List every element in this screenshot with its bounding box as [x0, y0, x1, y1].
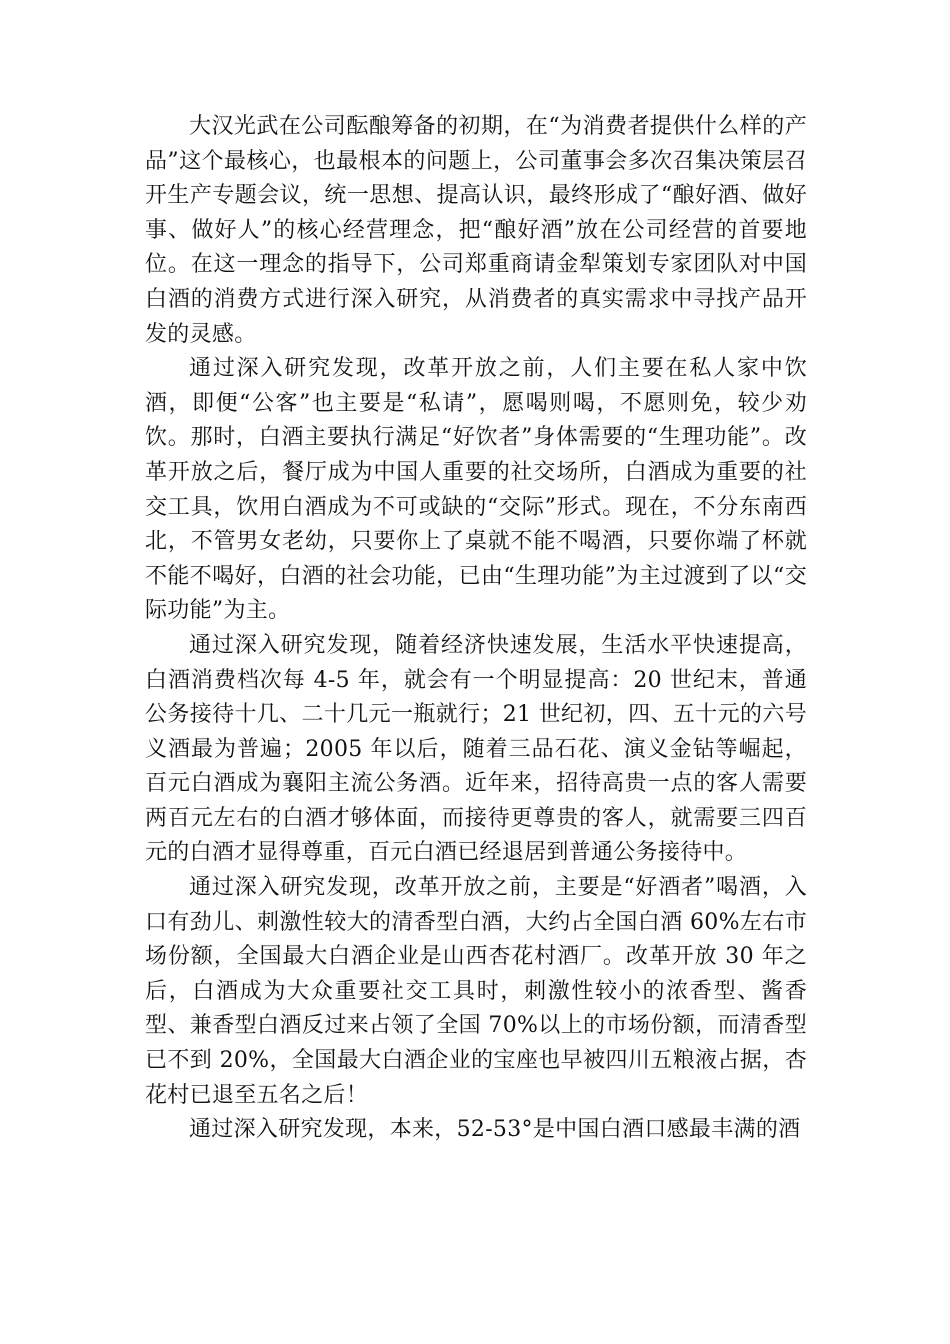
paragraph-3: 通过深入研究发现，随着经济快速发展，生活水平快速提高，白酒消费档次每 4-5 年，就会有一个明显提高：20 世纪末，普通公务接待十几、二十几元一瓶就行；21 世纪初，四、五十元的六号义酒最为普遍；2005 年以后，随着三品石花、演义金钻等崛起，百元白酒成为襄阳主流公务酒。近年来，招待高贵一点的客人需要两百元左右的白酒才够体面，而接待更尊贵的客人，就需要三四百元的白酒才显得尊重，百元白酒已经退居到普通公务接待中。 [145, 632, 807, 866]
paragraph-5: 通过深入研究发现，本来，52-53°是中国白酒口感最丰满的酒 [189, 1117, 801, 1143]
paragraph-1: 大汉光武在公司酝酿筹备的初期，在“为消费者提供什么样的产品”这个最核心，也最根本的问题上，公司董事会多次召集决策层召开生产专题会议，统一思想、提高认识，最终形成了“酿好酒、做好事、做好人”的核心经营理念，把“酿好酒”放在公司经营的首要地位。在这一理念的指导下，公司郑重商请金犁策划专家团队对中国白酒的消费方式进行深入研究，从消费者的真实需求中寻找产品开发的灵感。 [145, 114, 807, 347]
paragraph-4: 通过深入研究发现，改革开放之前，主要是“好酒者”喝酒，入口有劲儿、刺激性较大的清香型白酒，大约占全国白酒 60%左右市场份额，全国最大白酒企业是山西杏花村酒厂。改革开放 30 年之后，白酒成为大众重要社交工具时，刺激性较小的浓香型、酱香型、兼香型白酒反过来占领了全国 70%以上的市场份额，而清香型已不到 20%，全国最大白酒企业的宝座也早被四川五粮液占据，杏花村已退至五名之后！ [145, 875, 807, 1108]
document-body [145, 110, 807, 1148]
paragraph-2: 通过深入研究发现，改革开放之前，人们主要在私人家中饮酒，即便“公客”也主要是“私请”，愿喝则喝，不愿则免，较少劝饮。那时，白酒主要执行满足“好饮者”身体需要的“生理功能”。改革开放之后，餐厅成为中国人重要的社交场所，白酒成为重要的社交工具，饮用白酒成为不可或缺的“交际”形式。现在，不分东南西北，不管男女老幼，只要你上了桌就不能不喝酒，只要你端了杯就不能不喝好，白酒的社会功能，已由“生理功能”为主过渡到了以“交际功能”为主。 [145, 356, 807, 624]
